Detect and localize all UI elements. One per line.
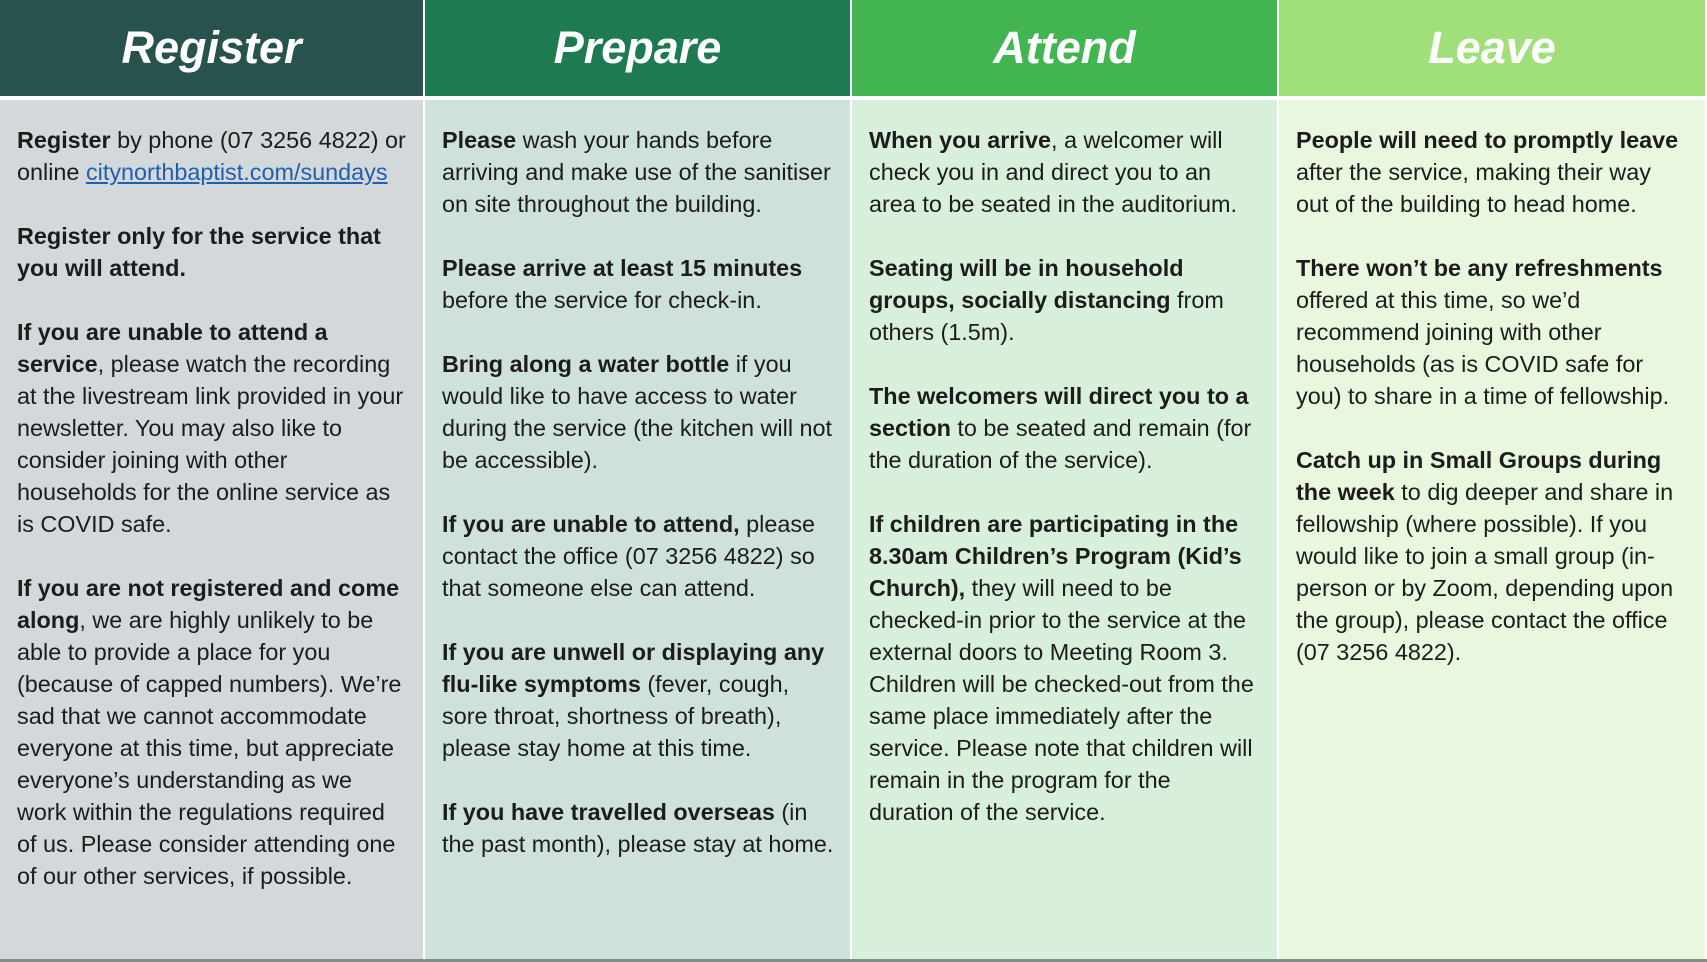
body-text: after the service, making their way out of the building to head home. — [1296, 159, 1651, 217]
bold-text: Please — [442, 127, 517, 153]
body-text: from others (1.5m). — [869, 287, 1224, 345]
bold-text: If children are participating in the 8.30am Children’s Program (Kid’s Church), — [869, 511, 1242, 601]
column-leave — [1279, 100, 1707, 962]
paragraph — [442, 636, 834, 764]
paragraph — [442, 348, 834, 476]
paragraph — [442, 508, 834, 604]
body-text: they will need to be checked-in prior to the service at the external doors to Meeting Room 3. Children will be checked-out from the same place immediately after the service. Please note that children will remain in the program for the duration of the service. — [869, 575, 1254, 825]
bold-text: Please arrive at least 15 minutes — [442, 255, 803, 281]
header-attend: Attend — [852, 0, 1279, 100]
paragraph — [1296, 444, 1689, 668]
body-text: (fever, cough, sore throat, shortness of breath), please stay home at this time. — [442, 671, 790, 761]
paragraph — [17, 572, 407, 892]
paragraph — [442, 796, 834, 860]
body-text: , please watch the recording at the livestream link provided in your newsletter. You may also like to consider joining with other households for the online service as is COVID safe. — [17, 351, 404, 537]
column-register — [0, 100, 425, 962]
body-text: wash your hands before arriving and make use of the sanitiser on site throughout the building. — [442, 127, 831, 217]
bold-text: When you arrive — [869, 127, 1051, 153]
body-text: before the service for check-in. — [442, 287, 762, 313]
bold-text: Bring along a water bottle — [442, 351, 730, 377]
bold-text: There won’t be any refreshments — [1296, 255, 1663, 281]
column-prepare — [425, 100, 852, 962]
body-text: please contact the office (07 3256 4822) so that someone else can attend. — [442, 511, 816, 601]
body-text: if you would like to have access to water during the service (the kitchen will not be accessible). — [442, 351, 833, 473]
header-leave: Leave — [1279, 0, 1707, 100]
body-text: (in the past month), please stay at home. — [442, 799, 834, 857]
website-link[interactable]: citynorthbaptist.com/sundays — [85, 159, 388, 185]
bold-text: If you are not registered and come along — [17, 575, 400, 633]
paragraph — [17, 316, 407, 540]
bold-text: If you are unable to attend a service — [17, 319, 328, 377]
body-text: by phone (07 3256 4822) or online — [17, 127, 406, 185]
paragraph — [869, 380, 1261, 476]
paragraph — [442, 124, 834, 220]
bold-text: Catch up in Small Groups during the week — [1296, 447, 1662, 505]
paragraph — [869, 124, 1261, 220]
body-text: , a welcomer will check you in and direct you to an area to be seated in the auditorium. — [869, 127, 1237, 217]
bold-text: If you are unwell or displaying any flu-like symptoms — [442, 639, 825, 697]
bold-text: If you are unable to attend, — [442, 511, 740, 537]
column-attend — [852, 100, 1279, 962]
header-register: Register — [0, 0, 425, 100]
bold-text: The welcomers will direct you to a section — [869, 383, 1249, 441]
body-text: offered at this time, so we’d recommend joining with other households (as is COVID safe for you) to share in a time of fellowship. — [1296, 287, 1670, 409]
body-text: to be seated and remain (for the duration of the service). — [869, 415, 1252, 473]
paragraph — [17, 220, 407, 284]
body-text: , we are highly unlikely to be able to provide a place for you (because of capped numbers). We’re sad that we cannot accommodate everyone at this time, but appreciate everyone’s understanding as we work within the regulations required of us. Please consider attending one of our other services, if possible. — [17, 607, 402, 889]
body-text: to dig deeper and share in fellowship (where possible). If you would like to join a small group (in-person or by Zoom, depending upon the group), please contact the office (07 3256 4822). — [1296, 479, 1674, 665]
bold-text: Register only for the service that you will attend. — [17, 223, 381, 281]
paragraph — [17, 124, 407, 188]
header-prepare: Prepare — [425, 0, 852, 100]
paragraph — [1296, 124, 1689, 220]
bold-text: If you have travelled overseas — [442, 799, 775, 825]
bold-text: People will need to promptly leave — [1296, 127, 1679, 153]
paragraph — [869, 508, 1261, 828]
bold-text: Register — [17, 127, 111, 153]
paragraph — [869, 252, 1261, 348]
bold-text: Seating will be in household groups, socially distancing — [869, 255, 1184, 313]
paragraph — [442, 252, 834, 316]
paragraph — [1296, 252, 1689, 412]
